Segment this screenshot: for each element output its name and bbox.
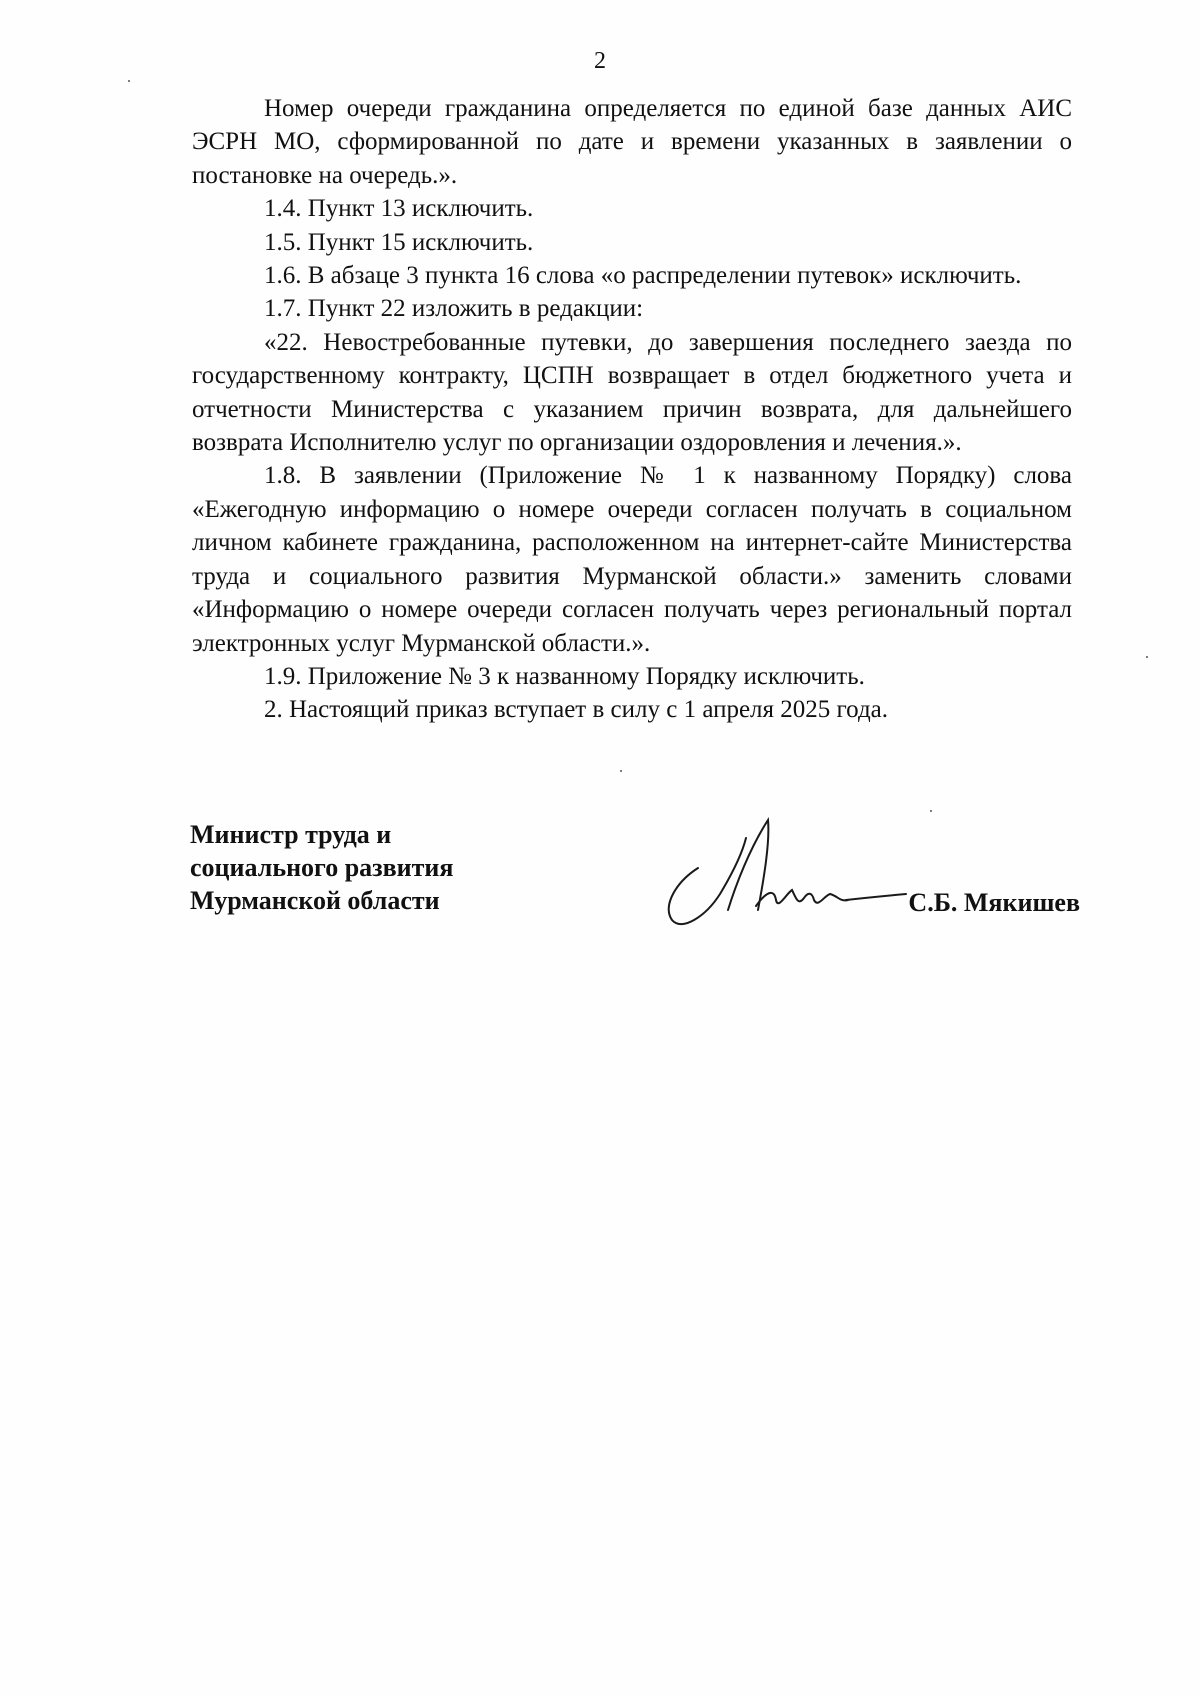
- paragraph: Номер очереди гражданина определяется по единой базе данных АИС ЭСРН МО, сформированной по дате и времени указанных в заявлении о постановке на очередь.».: [192, 95, 1072, 189]
- signature-block: [190, 818, 1080, 938]
- document-body: [192, 92, 1072, 727]
- paragraph: 1.6. В абзаце 3 пункта 16 слова «о распределении путевок» исключить.: [264, 262, 1022, 290]
- scan-speck: [128, 80, 130, 82]
- handwritten-signature: [658, 798, 918, 948]
- signer-title-line: Министр труда и: [190, 820, 392, 849]
- scan-speck: [1146, 656, 1148, 658]
- paragraph: 1.7. Пункт 22 изложить в редакции:: [264, 295, 644, 323]
- paragraph: «22. Невостребованные путевки, до завершения последнего заезда по государственному контракту, ЦСПН возвращает в отдел бюджетного учета и отчетности Министерства с указанием причин возврата, для дальнейшего возврата Исполнителю услуг по организации оздоровления и лечения.».: [192, 328, 1072, 457]
- signer-name: С.Б. Мякишев: [908, 888, 1080, 917]
- signer-title-line: Мурманской области: [190, 886, 440, 915]
- paragraph: 1.4. Пункт 13 исключить.: [264, 195, 534, 223]
- paragraph: 1.8. В заявлении (Приложение № 1 к названному Порядку) слова «Ежегодную информацию о номере очереди согласен получать в социальном личном кабинете гражданина, расположенном на интернет-сайте Министерства труда и социального развития Мурманской области.» заменить словами «Информацию о номере очереди согласен получать через региональный портал электронных услуг Мурманской области.».: [192, 462, 1072, 657]
- signer-title-line: социального развития: [190, 853, 454, 882]
- paragraph: 2. Настоящий приказ вступает в силу с 1 апреля 2025 года.: [264, 696, 889, 724]
- signer-title: [190, 818, 453, 917]
- paragraph: 1.9. Приложение № 3 к названному Порядку исключить.: [264, 662, 865, 690]
- scan-speck: [930, 810, 932, 812]
- scan-speck: [620, 770, 622, 772]
- page-number: 2: [594, 48, 606, 74]
- paragraph: 1.5. Пункт 15 исключить.: [264, 228, 534, 256]
